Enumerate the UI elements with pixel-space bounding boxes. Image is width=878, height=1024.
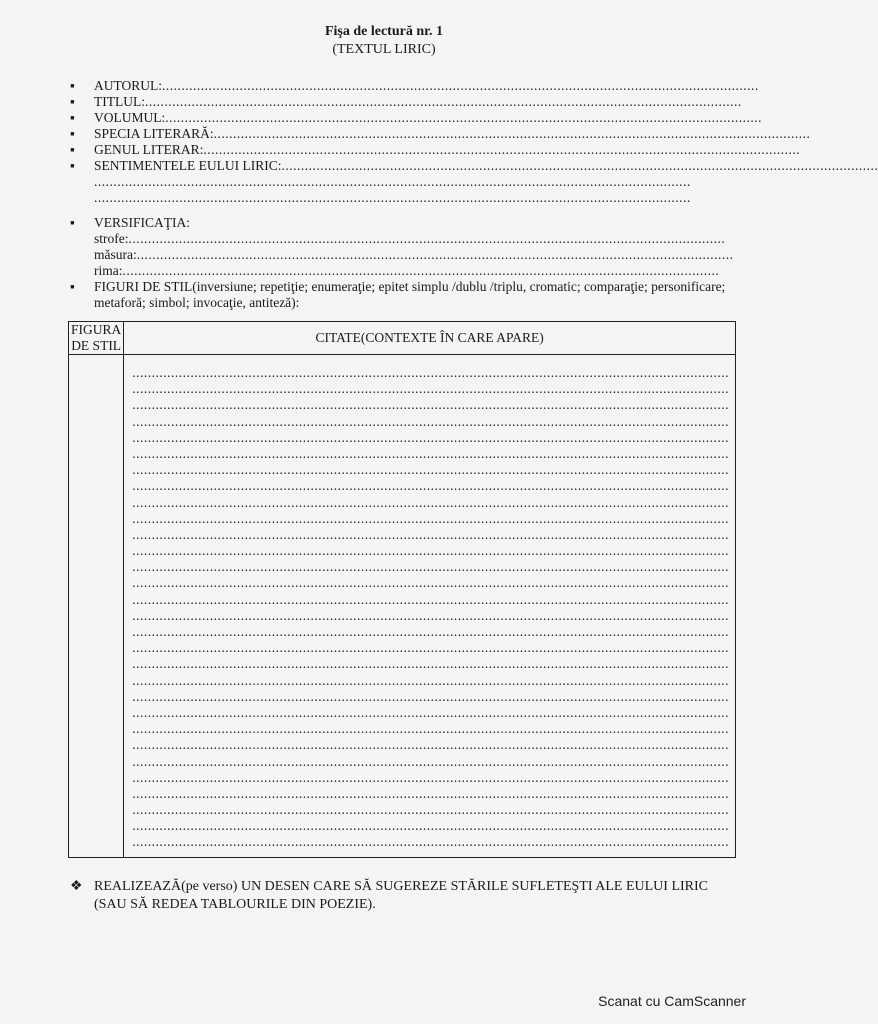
quote-line: .......................................................................................................................................................... <box>132 721 729 737</box>
field-volum <box>70 110 762 126</box>
drawing-task <box>70 878 740 914</box>
quote-line: .......................................................................................................................................................... <box>132 526 729 542</box>
quote-line: .......................................................................................................................................................... <box>132 785 729 801</box>
field-sentimente <box>70 158 878 174</box>
field-masura <box>70 247 734 263</box>
fill-dots: .......................................................................................................................................................... <box>203 142 801 157</box>
sentimente-line-3 <box>70 190 730 206</box>
bullet-icon: ▪ <box>70 142 75 157</box>
quote-line: .......................................................................................................................................................... <box>132 624 729 639</box>
fill-dots: .......................................................................................................................................................... <box>144 94 742 109</box>
quote-line: .......................................................................................................................................................... <box>132 445 729 461</box>
field-strofe <box>70 231 730 247</box>
quote-line: .......................................................................................................................................................... <box>132 656 729 672</box>
field-versificatie <box>70 215 730 231</box>
quote-line: .......................................................................................................................................................... <box>132 413 729 429</box>
table-header-citate: CITATE(CONTEXTE ÎN CARE APARE) <box>124 322 736 355</box>
quote-line: .......................................................................................................................................................... <box>132 559 729 575</box>
field-label: măsura: <box>94 247 137 262</box>
field-rima <box>70 263 730 279</box>
field-label: TITLUL: <box>94 94 145 109</box>
bullet-icon: ▪ <box>70 110 75 125</box>
fill-dots: .......................................................................................................................................................... <box>128 231 726 246</box>
bullet-icon: ▪ <box>70 279 75 294</box>
quote-line: .......................................................................................................................................................... <box>132 737 729 753</box>
task-text: REALIZEAZĂ(pe verso) UN DESEN CARE SĂ SUGEREZE STĂRILE SUFLETEŞTI ALE EULUI LIRIC (SAU SĂ REDEA TABLOURILE DIN POEZIE). <box>94 879 708 912</box>
page-title: Fişa de lectură nr. 1 <box>324 24 444 39</box>
bullet-icon: ▪ <box>70 215 75 230</box>
quote-line: .......................................................................................................................................................... <box>132 640 729 656</box>
quotes-cell[interactable] <box>124 355 736 858</box>
fill-dots: .......................................................................................................................................................... <box>213 126 811 141</box>
quote-line: .......................................................................................................................................................... <box>132 494 729 510</box>
field-figuri <box>70 279 730 311</box>
field-titlu <box>70 94 742 110</box>
fill-dots: .......................................................................................................................................................... <box>281 158 878 173</box>
fill-dots: .......................................................................................................................................................... <box>162 78 759 93</box>
fields-list <box>70 78 878 311</box>
diamond-bullet-icon: ❖ <box>70 879 83 894</box>
fill-dots: .......................................................................................................................................................... <box>165 110 762 125</box>
quote-line: .......................................................................................................................................................... <box>132 429 729 445</box>
quote-line: .......................................................................................................................................................... <box>132 462 729 478</box>
field-autor <box>70 78 759 94</box>
bullet-icon: ▪ <box>70 126 75 141</box>
fill-dots: .......................................................................................................................................................... <box>94 174 691 189</box>
quote-line: .......................................................................................................................................................... <box>132 769 729 785</box>
quote-line: .......................................................................................................................................................... <box>132 753 729 769</box>
field-label: rima: <box>94 263 123 278</box>
field-label: SPECIA LITERARĂ: <box>94 126 214 141</box>
quote-line: .......................................................................................................................................................... <box>132 802 729 818</box>
quote-line: .......................................................................................................................................................... <box>132 818 729 834</box>
quote-line: .......................................................................................................................................................... <box>132 704 729 720</box>
bullet-icon: ▪ <box>70 94 75 109</box>
field-label: FIGURI DE STIL(inversiune; repetiţie; enumeraţie; epitet simplu /dublu /triplu, cromatic; comparaţie; personificare; metaforă; simbol; invocaţie, antiteză): <box>94 279 726 310</box>
quote-lines <box>124 355 735 857</box>
field-label: SENTIMENTELE EULUI LIRIC: <box>94 158 282 173</box>
quote-line: .......................................................................................................................................................... <box>132 591 729 607</box>
bullet-icon: ▪ <box>70 78 75 93</box>
field-label: VERSIFICAŢIA: <box>94 215 191 230</box>
table-header-figura: FIGURA DE STIL <box>69 322 124 355</box>
field-label: strofe: <box>94 231 129 246</box>
quote-line: .......................................................................................................................................................... <box>132 688 729 704</box>
field-label: GENUL LITERAR: <box>94 142 204 157</box>
fill-dots: .......................................................................................................................................................... <box>136 247 734 262</box>
sentimente-line-2 <box>70 174 730 190</box>
quote-line: .......................................................................................................................................................... <box>132 834 729 850</box>
scanner-watermark: Scanat cu CamScanner <box>598 993 746 1009</box>
field-gen <box>70 142 801 158</box>
field-label: AUTORUL: <box>94 78 163 93</box>
quote-line: .......................................................................................................................................................... <box>132 575 729 591</box>
field-specia <box>70 126 811 142</box>
quote-line: .......................................................................................................................................................... <box>132 478 729 494</box>
figures-table <box>68 321 736 858</box>
fill-dots: .......................................................................................................................................................... <box>122 263 720 278</box>
quote-line: .......................................................................................................................................................... <box>132 365 729 380</box>
field-label: VOLUMUL: <box>94 110 166 125</box>
quote-line: .......................................................................................................................................................... <box>132 381 729 397</box>
fill-dots: .......................................................................................................................................................... <box>94 190 691 205</box>
figure-cell[interactable] <box>69 355 124 858</box>
bullet-icon: ▪ <box>70 158 75 173</box>
quote-line: .......................................................................................................................................................... <box>132 607 729 623</box>
quote-line: .......................................................................................................................................................... <box>132 543 729 559</box>
quote-line: .......................................................................................................................................................... <box>132 672 729 688</box>
quote-line: .......................................................................................................................................................... <box>132 397 729 413</box>
page-subtitle: (TEXTUL LIRIC) <box>332 42 436 57</box>
quote-line: .......................................................................................................................................................... <box>132 510 729 526</box>
